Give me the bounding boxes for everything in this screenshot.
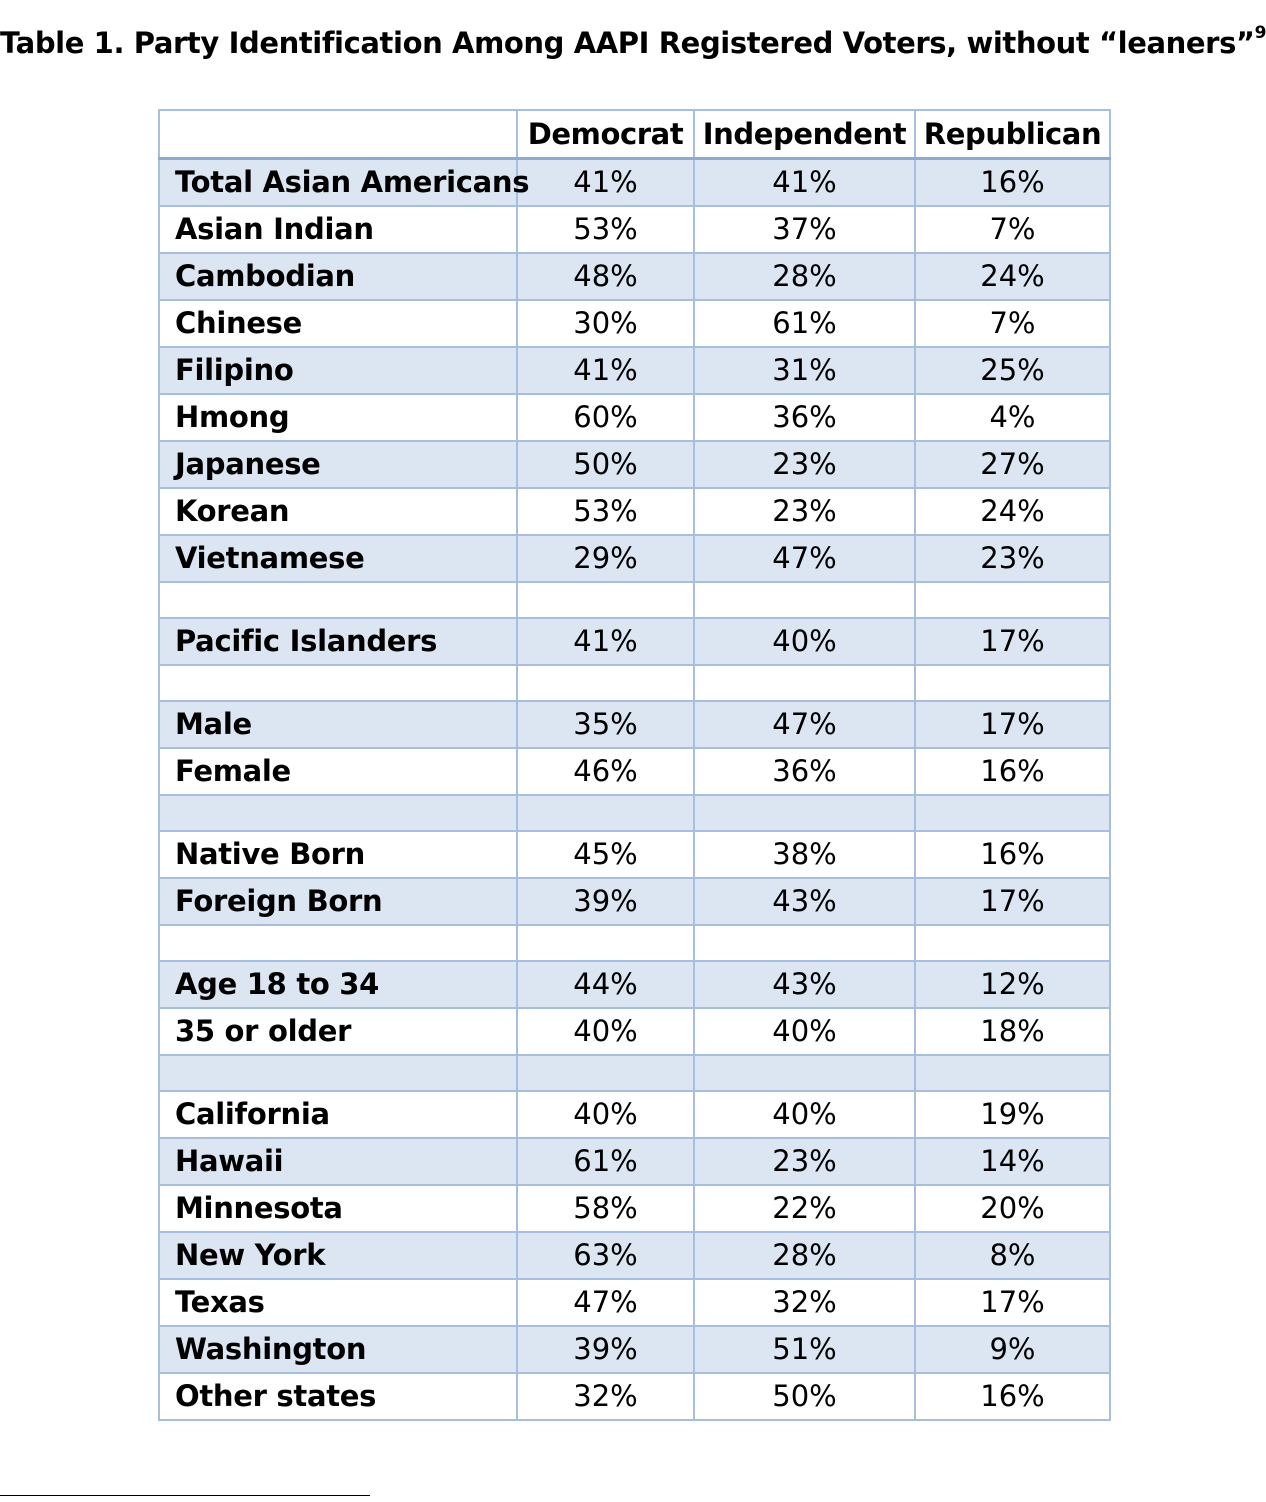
cell-republican: 23% [915, 535, 1110, 582]
cell-independent: 40% [694, 1008, 915, 1055]
empty-cell [694, 925, 915, 961]
cell-republican: 17% [915, 878, 1110, 925]
cell-independent: 23% [694, 1138, 915, 1185]
row-label: Vietnamese [159, 535, 517, 582]
cell-democrat: 29% [517, 535, 694, 582]
footnote-separator [0, 1495, 370, 1496]
row-label: Asian Indian [159, 206, 517, 253]
cell-democrat: 40% [517, 1008, 694, 1055]
empty-cell [915, 925, 1110, 961]
cell-democrat: 40% [517, 1091, 694, 1138]
cell-independent: 36% [694, 394, 915, 441]
cell-independent: 28% [694, 253, 915, 300]
cell-independent: 32% [694, 1279, 915, 1326]
table-row [159, 1091, 1110, 1138]
row-label: Japanese [159, 441, 517, 488]
row-label: Male [159, 701, 517, 748]
spacer-row [159, 795, 1110, 831]
cell-independent: 51% [694, 1326, 915, 1373]
cell-republican: 16% [915, 159, 1110, 207]
table-row [159, 1232, 1110, 1279]
row-label: Hawaii [159, 1138, 517, 1185]
cell-independent: 41% [694, 159, 915, 207]
header-row [159, 110, 1110, 159]
table-body [159, 159, 1110, 1421]
cell-republican: 8% [915, 1232, 1110, 1279]
cell-democrat: 58% [517, 1185, 694, 1232]
cell-republican: 25% [915, 347, 1110, 394]
cell-republican: 7% [915, 206, 1110, 253]
cell-democrat: 30% [517, 300, 694, 347]
table-row [159, 441, 1110, 488]
cell-republican: 27% [915, 441, 1110, 488]
cell-republican: 17% [915, 701, 1110, 748]
empty-cell [694, 665, 915, 701]
cell-independent: 40% [694, 1091, 915, 1138]
empty-cell [517, 925, 694, 961]
cell-democrat: 53% [517, 206, 694, 253]
table-row [159, 1138, 1110, 1185]
row-label: Total Asian Americans [159, 159, 517, 207]
cell-democrat: 63% [517, 1232, 694, 1279]
cell-democrat: 61% [517, 1138, 694, 1185]
cell-democrat: 60% [517, 394, 694, 441]
header-cell-independent: Independent [694, 110, 915, 159]
empty-cell [159, 582, 517, 618]
table-row [159, 300, 1110, 347]
cell-republican: 24% [915, 253, 1110, 300]
cell-republican: 16% [915, 1373, 1110, 1420]
table-row [159, 347, 1110, 394]
table-row [159, 1185, 1110, 1232]
table-row [159, 1008, 1110, 1055]
cell-republican: 4% [915, 394, 1110, 441]
cell-independent: 23% [694, 441, 915, 488]
empty-cell [159, 665, 517, 701]
cell-republican: 16% [915, 831, 1110, 878]
table-row [159, 878, 1110, 925]
table-row [159, 206, 1110, 253]
cell-republican: 12% [915, 961, 1110, 1008]
table-row [159, 701, 1110, 748]
cell-independent: 40% [694, 618, 915, 665]
cell-independent: 47% [694, 535, 915, 582]
cell-republican: 9% [915, 1326, 1110, 1373]
cell-independent: 47% [694, 701, 915, 748]
header-cell-democrat: Democrat [517, 110, 694, 159]
row-label: Native Born [159, 831, 517, 878]
cell-democrat: 39% [517, 1326, 694, 1373]
party-identification-table [158, 109, 1111, 1421]
spacer-row [159, 925, 1110, 961]
cell-democrat: 39% [517, 878, 694, 925]
cell-independent: 43% [694, 961, 915, 1008]
cell-republican: 24% [915, 488, 1110, 535]
empty-cell [915, 795, 1110, 831]
row-label: Chinese [159, 300, 517, 347]
row-label: Pacific Islanders [159, 618, 517, 665]
table-row [159, 535, 1110, 582]
cell-democrat: 45% [517, 831, 694, 878]
table-row [159, 961, 1110, 1008]
empty-cell [517, 665, 694, 701]
cell-republican: 19% [915, 1091, 1110, 1138]
cell-democrat: 53% [517, 488, 694, 535]
cell-independent: 31% [694, 347, 915, 394]
empty-cell [159, 795, 517, 831]
row-label: Female [159, 748, 517, 795]
row-label: Age 18 to 34 [159, 961, 517, 1008]
cell-democrat: 41% [517, 159, 694, 207]
cell-independent: 28% [694, 1232, 915, 1279]
empty-cell [694, 1055, 915, 1091]
cell-democrat: 35% [517, 701, 694, 748]
cell-independent: 36% [694, 748, 915, 795]
cell-republican: 17% [915, 1279, 1110, 1326]
table-title [0, 23, 1266, 60]
cell-republican: 18% [915, 1008, 1110, 1055]
footnote-marker: 9 [1254, 23, 1266, 44]
spacer-row [159, 582, 1110, 618]
cell-independent: 50% [694, 1373, 915, 1420]
row-label: 35 or older [159, 1008, 517, 1055]
cell-democrat: 48% [517, 253, 694, 300]
empty-cell [517, 795, 694, 831]
cell-independent: 61% [694, 300, 915, 347]
cell-republican: 16% [915, 748, 1110, 795]
empty-cell [694, 795, 915, 831]
cell-democrat: 32% [517, 1373, 694, 1420]
table-row [159, 748, 1110, 795]
cell-democrat: 44% [517, 961, 694, 1008]
row-label: Filipino [159, 347, 517, 394]
row-label: Foreign Born [159, 878, 517, 925]
table-title-text: Table 1. Party Identification Among AAPI Registered Voters, without “leaners” [0, 26, 1255, 60]
cell-independent: 23% [694, 488, 915, 535]
cell-democrat: 46% [517, 748, 694, 795]
cell-democrat: 50% [517, 441, 694, 488]
empty-cell [915, 1055, 1110, 1091]
cell-republican: 20% [915, 1185, 1110, 1232]
row-label: Hmong [159, 394, 517, 441]
cell-republican: 7% [915, 300, 1110, 347]
cell-republican: 17% [915, 618, 1110, 665]
table-row [159, 159, 1110, 207]
table-row [159, 618, 1110, 665]
cell-independent: 38% [694, 831, 915, 878]
row-label: Minnesota [159, 1185, 517, 1232]
table-row [159, 1373, 1110, 1420]
empty-cell [517, 582, 694, 618]
empty-cell [915, 582, 1110, 618]
header-cell-group [159, 110, 517, 159]
header-cell-republican: Republican [915, 110, 1110, 159]
row-label: California [159, 1091, 517, 1138]
table-row [159, 488, 1110, 535]
row-label: Cambodian [159, 253, 517, 300]
spacer-row [159, 665, 1110, 701]
cell-independent: 22% [694, 1185, 915, 1232]
row-label: Texas [159, 1279, 517, 1326]
cell-independent: 37% [694, 206, 915, 253]
table-row [159, 253, 1110, 300]
table-row [159, 1326, 1110, 1373]
empty-cell [915, 665, 1110, 701]
cell-republican: 14% [915, 1138, 1110, 1185]
row-label: Washington [159, 1326, 517, 1373]
cell-independent: 43% [694, 878, 915, 925]
cell-democrat: 41% [517, 618, 694, 665]
table-row [159, 831, 1110, 878]
spacer-row [159, 1055, 1110, 1091]
table-row [159, 1279, 1110, 1326]
row-label: Korean [159, 488, 517, 535]
empty-cell [159, 1055, 517, 1091]
cell-democrat: 41% [517, 347, 694, 394]
table-row [159, 394, 1110, 441]
row-label: New York [159, 1232, 517, 1279]
row-label: Other states [159, 1373, 517, 1420]
empty-cell [694, 582, 915, 618]
cell-democrat: 47% [517, 1279, 694, 1326]
empty-cell [517, 1055, 694, 1091]
empty-cell [159, 925, 517, 961]
